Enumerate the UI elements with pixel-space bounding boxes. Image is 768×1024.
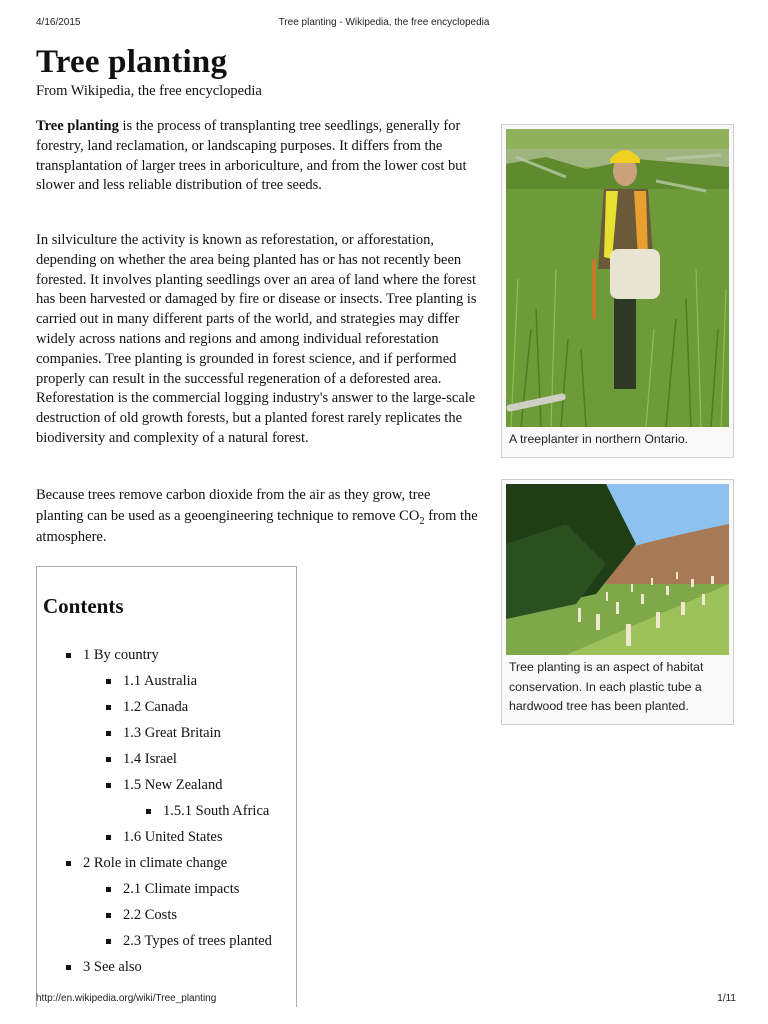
figure-treeplanter [501, 124, 734, 458]
print-page-number: 1/11 [717, 993, 736, 1004]
toc-title: Contents [43, 594, 124, 618]
silviculture-paragraph: In silviculture the activity is known as reforestation, or afforestation, depending on whether the area being planted has or has not recently been forested. It involves planting seedlings over an area of land where the forest has been harvested or damaged by fire or disease or insects. Tree planting is carried out in many different parts of the world, and strategies may differ widely across nations and regions and among individual reforestation companies. Tree planting is grounded in forest science, and if performed properly can result in the successful regeneration of a deforested area. Reforestation is the commercial logging industry's answer to the large-scale destruction of old growth forests, but a planted forest rarely replicates the biodiversity and complexity of a natural forest. [36, 232, 477, 446]
page-subtitle: From Wikipedia, the free encyclopedia [36, 83, 262, 99]
intro-bold-term: Tree planting [36, 118, 119, 134]
toc-item-canada[interactable]: 1.2 Canada [123, 699, 189, 715]
toc-item-new-zealand[interactable]: 1.5 New Zealand [123, 777, 223, 793]
print-header [0, 17, 768, 31]
toc-item-israel[interactable]: 1.4 Israel [123, 751, 177, 767]
table-of-contents [36, 566, 297, 1007]
print-url: http://en.wikipedia.org/wiki/Tree_planting [36, 993, 217, 1004]
co2-subscript: 2 [419, 516, 425, 527]
carbon-text-end: from the atmosphere. [36, 508, 478, 545]
tree-shelters-photo[interactable] [506, 484, 729, 655]
toc-item-costs[interactable]: 2.2 Costs [123, 907, 177, 923]
toc-item-climate-impacts[interactable]: 2.1 Climate impacts [123, 881, 240, 897]
page-title: Tree planting [36, 44, 228, 80]
toc-item-by-country[interactable]: 1 By country [83, 647, 159, 663]
intro-text: is the process of transplanting tree seedlings, generally for forestry, land reclamation, or landscaping purposes. It differs from the transplantation of larger trees in arboriculture, and from the lower cost but slower and less reliable distribution of tree seeds. [36, 118, 467, 194]
toc-item-united-states[interactable]: 1.6 United States [123, 829, 223, 845]
print-date: 4/16/2015 [36, 17, 81, 28]
print-page-title: Tree planting - Wikipedia, the free encyclopedia [278, 17, 490, 28]
toc-item-australia[interactable]: 1.1 Australia [123, 673, 198, 689]
intro-paragraph [36, 117, 478, 196]
carbon-text: Because trees remove carbon dioxide from the air as they grow, tree planting can be used as a geoengineering technique to remove CO [36, 487, 431, 524]
toc-item-south-africa[interactable]: 1.5.1 South Africa [163, 803, 270, 819]
print-footer [0, 993, 768, 1007]
toc-item-great-britain[interactable]: 1.3 Great Britain [123, 725, 221, 741]
toc-item-types-of-trees[interactable]: 2.3 Types of trees planted [123, 933, 272, 949]
carbon-paragraph [36, 485, 478, 548]
figure-2-caption: Tree planting is an aspect of habitat conservation. In each plastic tube a hardwood tree has been planted. [509, 660, 704, 713]
toc-item-climate-change[interactable]: 2 Role in climate change [83, 855, 228, 871]
figure-tree-shelters [501, 479, 734, 725]
toc-item-see-also[interactable]: 3 See also [83, 959, 142, 975]
figure-1-caption: A treeplanter in northern Ontario. [509, 432, 689, 446]
treeplanter-photo[interactable] [506, 129, 729, 427]
